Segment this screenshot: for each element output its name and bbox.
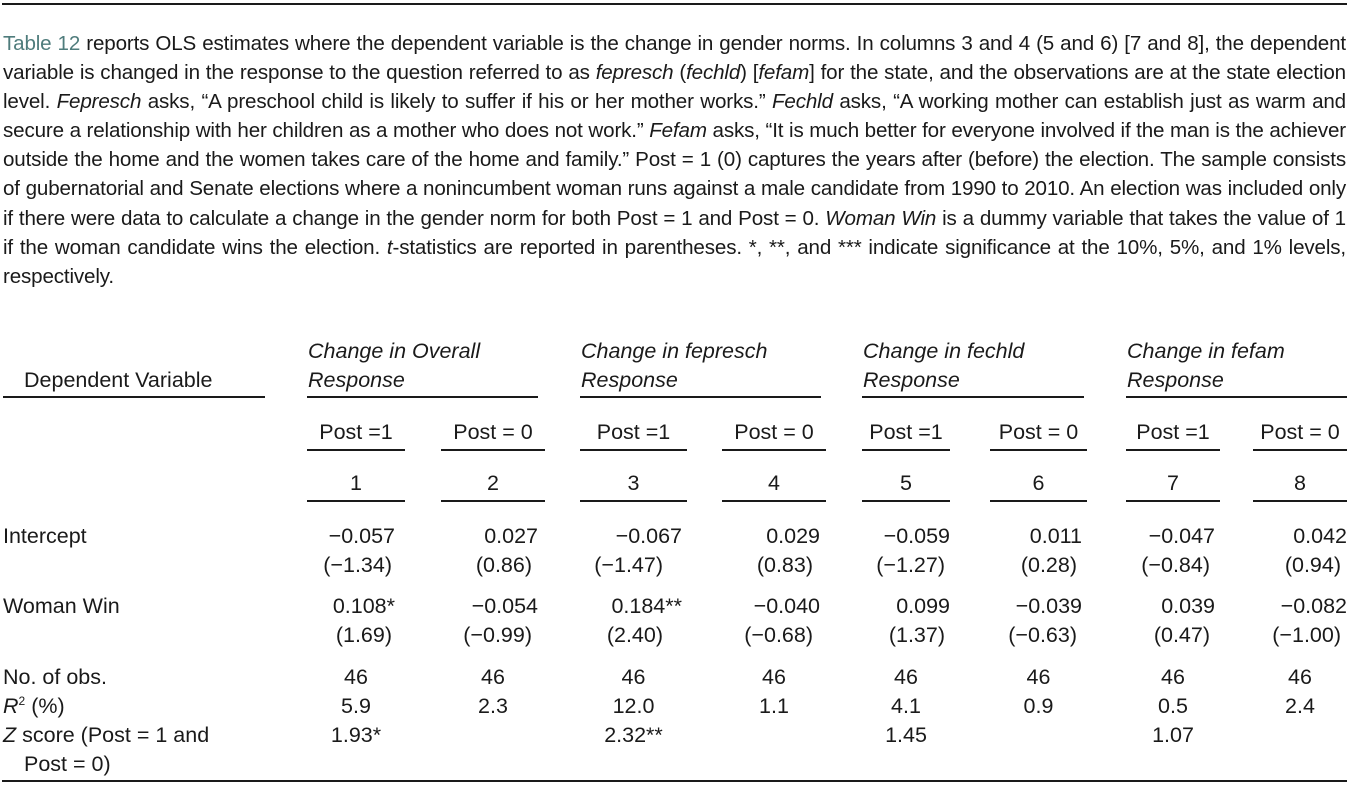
row-label-r2: $R^2$ (%) — [3, 693, 65, 718]
bottom-rule — [2, 780, 1347, 782]
woman-win-coef: −0.082 — [1280, 594, 1347, 618]
post-header-rule — [441, 449, 545, 451]
post-header: Post =1 — [319, 420, 393, 444]
row-label-zscore: Z score (Post = 1 and — [3, 723, 210, 747]
table-reference-link[interactable]: Table 12 — [3, 32, 81, 55]
woman-win-coef: −0.054 — [471, 594, 538, 618]
intercept-tstat: (0.28) — [1020, 553, 1077, 577]
caption-text: ) [ — [740, 61, 759, 85]
obs-value: 46 — [894, 665, 918, 689]
caption-var: Woman Win — [825, 206, 937, 230]
zscore-value: 2.32** — [604, 723, 663, 747]
caption-text: is a dummy variable that takes the value of 1 if the woman candidate wins the election. — [3, 206, 1346, 259]
woman-win-tstat: (2.40) — [606, 623, 663, 647]
intercept-coef: −0.059 — [883, 524, 950, 548]
obs-value: 46 — [344, 665, 368, 689]
column-number-rule — [580, 500, 687, 502]
group-header-fepresch: Change in fepresch Response — [581, 339, 768, 392]
r2-value: 0.5 — [1158, 694, 1188, 718]
woman-win-tstat: (−0.99) — [463, 623, 532, 647]
r2-value: 2.4 — [1285, 694, 1315, 718]
caption-var: fechld — [686, 61, 741, 85]
obs-value: 46 — [1288, 665, 1312, 689]
column-number: 8 — [1294, 471, 1306, 495]
caption-text: reports OLS estimates where the dependent variable is the change in gender norms. In columns 3 and 4 (5 and 6) [7 and 8], the dependent variable is changed in the response to the question referred to as — [3, 32, 1346, 85]
post-header-rule — [990, 449, 1087, 451]
caption-text: ( — [673, 61, 687, 85]
post-header-rule — [862, 449, 950, 451]
woman-win-tstat: (1.37) — [888, 623, 945, 647]
post-header-rule — [1253, 449, 1347, 451]
woman-win-tstat: (−0.63) — [1008, 623, 1077, 647]
row-label-obs: No. of obs. — [3, 665, 107, 689]
column-number: 5 — [900, 471, 912, 495]
post-header-rule — [580, 449, 687, 451]
group-header-fechld: Change in fechld Response — [863, 339, 1025, 392]
intercept-tstat: (0.86) — [475, 553, 532, 577]
column-number-rule — [862, 500, 950, 502]
column-number: 7 — [1167, 471, 1179, 495]
post-header-rule — [722, 449, 826, 451]
table-caption — [3, 29, 1346, 291]
r2-value: 4.1 — [891, 694, 921, 718]
caption-var: Fechld — [771, 90, 833, 114]
stub-header-rule — [3, 396, 265, 398]
zscore-value: 1.93* — [330, 723, 382, 747]
column-number: 3 — [627, 471, 640, 495]
obs-value: 46 — [762, 665, 786, 689]
post-header: Post =1 — [1136, 420, 1210, 444]
woman-win-coef: −0.040 — [753, 594, 820, 618]
column-number: 4 — [768, 471, 780, 495]
r2-value: 12.0 — [612, 694, 655, 718]
group-header-overall: Change in Overall Response — [308, 339, 481, 392]
intercept-coef: −0.057 — [328, 524, 395, 548]
caption-var: Fepresch — [56, 90, 142, 114]
woman-win-tstat: (−0.68) — [744, 623, 813, 647]
intercept-coef: 0.011 — [1029, 524, 1082, 548]
group-rule — [307, 396, 538, 398]
r2-value: 5.9 — [341, 694, 371, 718]
caption-text: -statistics are reported in parentheses. *, **, and *** indicate significance at the 10%, 5%, and 1% levels, respectively. — [3, 235, 1347, 288]
woman-win-coef: 0.184** — [611, 594, 682, 618]
caption-text: ] for the state, and the observations are at the state election level. — [3, 61, 1346, 114]
intercept-coef: −0.067 — [615, 524, 682, 548]
column-number: 2 — [487, 471, 499, 495]
caption-text: asks, “A working mother can establish just as warm and secure a relationship with her children as a mother who does not work.” — [3, 90, 1346, 143]
intercept-coef: 0.027 — [484, 524, 538, 548]
woman-win-tstat: (0.47) — [1153, 623, 1210, 647]
post-header-rule — [1126, 449, 1220, 451]
intercept-coef: 0.029 — [766, 524, 820, 548]
obs-value: 46 — [1026, 665, 1051, 689]
post-header: Post = 0 — [453, 420, 533, 444]
obs-value: 46 — [621, 665, 646, 689]
post-header: Post = 0 — [734, 420, 814, 444]
caption-var: fepresch — [595, 61, 674, 85]
intercept-tstat: (−1.34) — [323, 553, 392, 577]
group-header-fefam: Change in fefam Response — [1127, 339, 1285, 392]
column-number-rule — [441, 500, 545, 502]
column-number-rule — [307, 500, 405, 502]
group-rule — [580, 396, 821, 398]
group-rule — [1126, 396, 1347, 398]
woman-win-coef: 0.039 — [1161, 594, 1215, 618]
row-label-woman-win: Woman Win — [3, 594, 120, 618]
post-header: Post = 0 — [998, 420, 1079, 444]
woman-win-coef: 0.108* — [332, 594, 395, 618]
column-number: 1 — [350, 471, 362, 495]
intercept-tstat: (0.94) — [1284, 553, 1341, 577]
intercept-coef: 0.042 — [1293, 524, 1347, 548]
woman-win-tstat: (1.69) — [335, 623, 392, 647]
stub-header: Dependent Variable — [24, 368, 213, 392]
obs-value: 46 — [481, 665, 505, 689]
intercept-coef: −0.047 — [1148, 524, 1215, 548]
caption-var: Fefam — [649, 119, 707, 143]
post-header: Post = 0 — [1260, 420, 1340, 444]
post-header-rule — [307, 449, 405, 451]
column-number-rule — [722, 500, 826, 502]
row-label-intercept: Intercept — [3, 524, 87, 548]
column-number-rule — [990, 500, 1087, 502]
top-rule — [2, 3, 1347, 5]
r2-value: 0.9 — [1023, 694, 1054, 718]
zscore-value: 1.07 — [1152, 723, 1194, 747]
obs-value: 46 — [1161, 665, 1185, 689]
post-header: Post =1 — [869, 420, 943, 444]
intercept-tstat: (0.83) — [756, 553, 813, 577]
post-header: Post =1 — [596, 420, 671, 444]
r2-value: 2.3 — [478, 694, 508, 718]
zscore-value: 1.45 — [885, 723, 927, 747]
woman-win-coef: 0.099 — [896, 594, 950, 618]
intercept-tstat: (−1.27) — [876, 553, 945, 577]
woman-win-tstat: (−1.00) — [1272, 623, 1341, 647]
caption-text: asks, “It is much better for everyone involved if the man is the achiever outside the home and the women takes care of the home and family.” Post = 1 (0) captures the years after (before) the election. The sample consists of gubernatorial and Senate elections where a nonincumbent woman runs against a male candidate from 1990 to 2010. An election was included only if there were data to calculate a change in the gender norm for both Post = 1 and Post = 0. — [3, 119, 1347, 230]
group-rule — [862, 396, 1084, 398]
intercept-tstat: (−0.84) — [1141, 553, 1210, 577]
row-label-zscore-cont: Post = 0) — [24, 752, 111, 776]
caption-var: fefam — [758, 61, 810, 85]
column-number-rule — [1253, 500, 1347, 502]
woman-win-coef: −0.039 — [1015, 594, 1082, 618]
caption-var: t — [386, 235, 393, 259]
column-number-rule — [1126, 500, 1220, 502]
column-number: 6 — [1032, 471, 1045, 495]
caption-text: asks, “A preschool child is likely to suffer if his or her mother works.” — [141, 90, 772, 114]
r2-value: 1.1 — [759, 694, 789, 718]
intercept-tstat: (−1.47) — [594, 553, 663, 577]
